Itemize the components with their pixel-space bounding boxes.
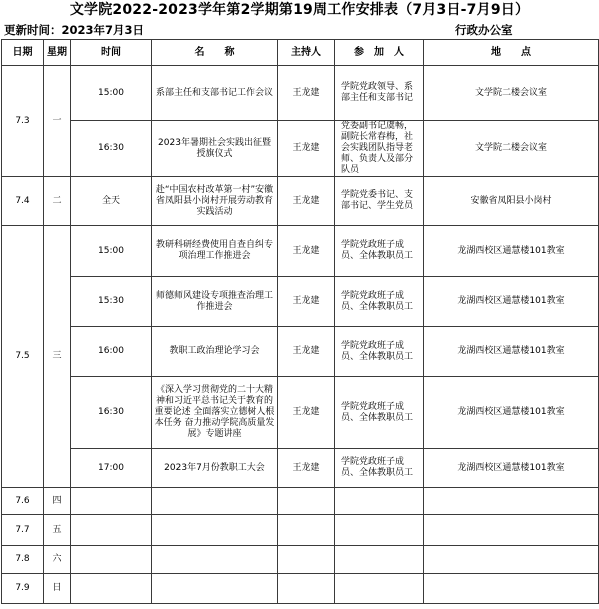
participants-cell bbox=[335, 546, 424, 574]
place-cell: 龙湖西校区通慧楼101教室 bbox=[424, 226, 599, 277]
participants-cell bbox=[335, 488, 424, 515]
participants-cell: 学院党政班子成员、全体教职员工 bbox=[335, 277, 424, 327]
event-name-cell: 教研科研经费使用自查自纠专项治理工作推进会 bbox=[152, 226, 278, 277]
date-cell: 7.9 bbox=[2, 574, 44, 604]
event-name-cell: 2023年7月份教职工大会 bbox=[152, 449, 278, 488]
time-cell: 全天 bbox=[71, 177, 152, 226]
weekday-cell: 二 bbox=[44, 177, 71, 226]
event-name-cell bbox=[152, 488, 278, 515]
table-row bbox=[2, 377, 599, 449]
time-cell: 15:00 bbox=[71, 226, 152, 277]
participants-cell: 学院党政领导、系部主任和支部书记 bbox=[335, 66, 424, 121]
event-name-cell: 《深入学习贯彻党的二十大精神和习近平总书记关于教育的重要论述 全面落实立德树人根本任务 奋力推动学院高质量发展》专题讲座 bbox=[152, 377, 278, 449]
host-cell: 王龙建 bbox=[278, 327, 335, 377]
host-cell bbox=[278, 574, 335, 604]
table-row bbox=[2, 226, 599, 277]
place-cell bbox=[424, 574, 599, 604]
event-name-cell: 教职工政治理论学习会 bbox=[152, 327, 278, 377]
weekday-cell: 三 bbox=[44, 226, 71, 488]
participants-cell: 党委副书记虞畅，副院长常春梅，社会实践团队指导老师、负责人及部分队员 bbox=[335, 121, 424, 177]
table-row bbox=[2, 327, 599, 377]
time-cell: 16:00 bbox=[71, 327, 152, 377]
place-cell: 文学院二楼会议室 bbox=[424, 66, 599, 121]
participants-cell bbox=[335, 574, 424, 604]
date-cell: 7.3 bbox=[2, 66, 44, 177]
participants-cell: 学院党政班子成员、全体教职员工 bbox=[335, 327, 424, 377]
time-cell: 17:00 bbox=[71, 449, 152, 488]
time-cell: 16:30 bbox=[71, 121, 152, 177]
place-cell bbox=[424, 488, 599, 515]
place-cell: 龙湖西校区通慧楼101教室 bbox=[424, 277, 599, 327]
host-cell bbox=[278, 515, 335, 546]
header-time: 时间 bbox=[71, 40, 152, 66]
place-cell: 龙湖西校区通慧楼101教室 bbox=[424, 327, 599, 377]
place-cell: 文学院二楼会议室 bbox=[424, 121, 599, 177]
place-cell bbox=[424, 515, 599, 546]
header-host: 主持人 bbox=[278, 40, 335, 66]
date-cell: 7.6 bbox=[2, 488, 44, 515]
event-name-cell: 师德师风建设专项推查治理工作推进会 bbox=[152, 277, 278, 327]
schedule-table bbox=[1, 39, 599, 604]
table-row bbox=[2, 546, 599, 574]
table-header-row bbox=[2, 40, 599, 66]
event-name-cell: 系部主任和支部书记工作会议 bbox=[152, 66, 278, 121]
time-cell bbox=[71, 574, 152, 604]
header-place: 地 点 bbox=[424, 40, 599, 66]
table-row bbox=[2, 66, 599, 121]
host-cell: 王龙建 bbox=[278, 377, 335, 449]
time-cell: 15:30 bbox=[71, 277, 152, 327]
date-cell: 7.7 bbox=[2, 515, 44, 546]
header-date: 日期 bbox=[2, 40, 44, 66]
date-cell: 7.8 bbox=[2, 546, 44, 574]
time-cell bbox=[71, 515, 152, 546]
office-name: 行政办公室 bbox=[455, 23, 513, 37]
date-cell: 7.5 bbox=[2, 226, 44, 488]
host-cell: 王龙建 bbox=[278, 277, 335, 327]
weekday-cell: 四 bbox=[44, 488, 71, 515]
participants-cell bbox=[335, 515, 424, 546]
table-row bbox=[2, 574, 599, 604]
table-row bbox=[2, 515, 599, 546]
table-row bbox=[2, 177, 599, 226]
header-participants: 参 加 人 bbox=[335, 40, 424, 66]
event-name-cell: 2023年暑期社会实践出征暨授旗仪式 bbox=[152, 121, 278, 177]
date-cell: 7.4 bbox=[2, 177, 44, 226]
participants-cell: 学院党政班子成员、全体教职员工 bbox=[335, 449, 424, 488]
table-row bbox=[2, 449, 599, 488]
participants-cell: 学院党委书记、支部书记、学生党员 bbox=[335, 177, 424, 226]
event-name-cell: 赴“中国农村改革第一村”安徽省凤阳县小岗村开展劳动教育实践活动 bbox=[152, 177, 278, 226]
event-name-cell bbox=[152, 515, 278, 546]
place-cell bbox=[424, 546, 599, 574]
header-weekday: 星期 bbox=[44, 40, 71, 66]
weekday-cell: 一 bbox=[44, 66, 71, 177]
host-cell bbox=[278, 488, 335, 515]
header-name: 名 称 bbox=[152, 40, 278, 66]
host-cell: 王龙建 bbox=[278, 177, 335, 226]
page-title: 文学院2022-2023学年第2学期第19周工作安排表（7月3日-7月9日） bbox=[69, 2, 530, 18]
host-cell: 王龙建 bbox=[278, 66, 335, 121]
host-cell: 王龙建 bbox=[278, 449, 335, 488]
host-cell: 王龙建 bbox=[278, 121, 335, 177]
time-cell bbox=[71, 488, 152, 515]
event-name-cell bbox=[152, 574, 278, 604]
updated-time: 更新时间：2023年7月3日 bbox=[4, 23, 145, 37]
time-cell: 16:30 bbox=[71, 377, 152, 449]
participants-cell: 学院党政班子成员、全体教职员工 bbox=[335, 226, 424, 277]
weekday-cell: 日 bbox=[44, 574, 71, 604]
place-cell: 龙湖西校区通慧楼101教室 bbox=[424, 449, 599, 488]
weekday-cell: 六 bbox=[44, 546, 71, 574]
participants-cell: 学院党政班子成员、全体教职员工 bbox=[335, 377, 424, 449]
host-cell: 王龙建 bbox=[278, 226, 335, 277]
host-cell bbox=[278, 546, 335, 574]
place-cell: 龙湖西校区通慧楼101教室 bbox=[424, 377, 599, 449]
table-row bbox=[2, 488, 599, 515]
table-row bbox=[2, 277, 599, 327]
table-row bbox=[2, 121, 599, 177]
weekday-cell: 五 bbox=[44, 515, 71, 546]
time-cell bbox=[71, 546, 152, 574]
event-name-cell bbox=[152, 546, 278, 574]
place-cell: 安徽省凤阳县小岗村 bbox=[424, 177, 599, 226]
time-cell: 15:00 bbox=[71, 66, 152, 121]
subheader bbox=[0, 21, 599, 39]
